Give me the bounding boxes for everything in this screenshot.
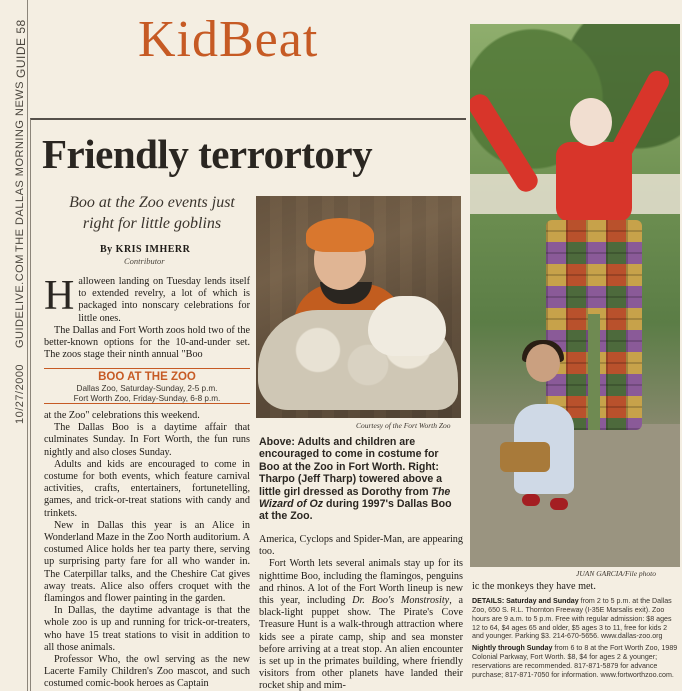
side-strip xyxy=(0,0,28,691)
site-name: GUIDELIVE.COM xyxy=(14,254,26,348)
headline: Friendly terrortory xyxy=(42,131,373,177)
photo-ruby-slipper xyxy=(550,498,568,510)
dek: Boo at the Zoo events just right for little goblins xyxy=(69,194,235,232)
issue-date: 10/27/2000 xyxy=(14,363,26,424)
event-infobox xyxy=(44,368,250,404)
paragraph: Adults and kids are encouraged to come in costume for both events, which feature carnival activities, crafts, entertainers, fortunetelling, games, and trick-or-treat stations with candy and trinkets. xyxy=(44,458,250,519)
paragraph: America, Cyclops and Spider-Man, are appearing too. xyxy=(259,534,463,558)
section-title: KidBeat xyxy=(138,11,319,68)
photo-credit: JUAN GARCIA/File photo xyxy=(576,569,656,578)
newspaper-name: THE DALLAS MORNING NEWS xyxy=(14,80,26,252)
details-dallas xyxy=(472,597,678,641)
photo-clown-head xyxy=(570,98,612,146)
details-text: from 2 to 5 p.m. at the Dallas Zoo, 650 S. R.L. Thornton Freeway (I-35E Marsalis exit). Zoo hours are 9 a.m. to 5 p.m. Free with regular admission: $8 ages 12 to 64, $4 ages 65 and older, $5 ages 3 to 11, free for kids 2 and younger. Parking $3. 214-670-5656. www.dallas-zoo.org xyxy=(472,597,672,641)
article-column-3 xyxy=(472,581,678,682)
paragraph-text: , a black-light puppet show. The Pirate's Cove Treasure Hunt is a walk-through attraction where kids see a pirate camp, ship and sea monster before arriving at a treat stop. An alien encounter is set up in the primates building, where friendly visitors from other planets have landed their rocket ship and mim- xyxy=(259,595,463,691)
page-number: GUIDE 58 xyxy=(14,19,28,78)
caption-text: during 1997's Dallas Boo at the Zoo. xyxy=(259,498,452,523)
paragraph: ic the monkeys they have met. xyxy=(472,581,596,592)
photo-girl-head xyxy=(526,344,560,382)
dropcap: H xyxy=(44,273,75,319)
article-column-1 xyxy=(44,410,250,691)
show-title: Dr. Boo's Monstrosity xyxy=(352,595,450,607)
details-label: Nightly through Sunday xyxy=(472,644,553,653)
caption-italic: The Wizard of Oz xyxy=(259,485,451,511)
photo-credit: Courtesy of the Fort Worth Zoo xyxy=(356,421,451,430)
photo-boy-with-sheep xyxy=(256,196,461,418)
infobox-line: Dallas Zoo, Saturday-Sunday, 2-5 p.m. xyxy=(76,384,218,393)
details-fort-worth xyxy=(472,644,678,679)
paragraph: Professor Who, the owl serving as the new Lacerte Family Children's Zoo mascot, and such costumed comic-book heroes as Captain xyxy=(44,654,250,690)
details-label: DETAILS: Saturday and Sunday xyxy=(472,597,579,606)
article-column-2 xyxy=(259,534,463,691)
paragraph: The Dallas and Fort Worth zoos hold two of the better-known options for the 10-and-under set. The zoos stage their ninth annual "Boo xyxy=(44,324,250,361)
paragraph: at the Zoo" celebrations this weekend. xyxy=(44,410,200,421)
paragraph: New in Dallas this year is an Alice in Wonderland Maze in the Zoo North auditorium. A costumed Alice holds her tea party there, serving up surprising party fare for all who wander in. The Caterpillar talks, and the Cheshire Cat gives away treats. Alice also offers croquet with the flamingos and flower painting in the garden. xyxy=(44,519,250,605)
infobox-title: BOO AT THE ZOO xyxy=(98,371,196,383)
photo-basket xyxy=(500,442,550,472)
infobox-line: Fort Worth Zoo, Friday-Sunday, 6-8 p.m. xyxy=(73,394,221,403)
caption-text: Above: Adults and children are encouraged to come in costume for Boo at the Zoo in Fort Worth. Right: Tharpo (Jeff Tharp) towered above a little girl dressed as Dorothy from xyxy=(259,436,443,498)
byline-role: Contributor xyxy=(124,256,165,266)
paragraph: In Dallas, the daytime advantage is that the whole zoo is up and running for trick-or-treaters, who have 15 treat stations to visit in addition to all those animals. xyxy=(44,605,250,653)
paragraph-text: alloween landing on Tuesday lends itself to extended revelry, a lot of which is packaged into nonscary celebrations for little ones. xyxy=(78,276,250,324)
event-details xyxy=(472,597,678,679)
paragraph xyxy=(259,558,463,691)
paragraph: The Dallas Boo is a daytime affair that culminates Sunday. In Fort Worth, the fun runs nightly and also closes Sunday. xyxy=(44,422,250,458)
details-text: from 6 to 8 at the Fort Worth Zoo, 1989 Colonial Parkway, Fort Worth. $8, $4 for ages 2 & younger; reservations are recommended. 817-871-5879 for advance purchase; 817-871-7050 for information. www.fortworthzoo.com. xyxy=(472,644,678,679)
photo-caption xyxy=(259,436,459,523)
paragraph xyxy=(44,273,250,325)
article-intro xyxy=(44,273,250,361)
paragraph-text: Fort Worth lets several animals stay up for its nighttime Boo, including the flamingos, penguins and rhinos. A lot of the Fort Worth lineup is new this year, including xyxy=(259,558,463,607)
photo-pants-gap xyxy=(588,314,600,430)
photo-boy-hat xyxy=(306,218,374,252)
byline: By KRIS IMHERR xyxy=(100,244,191,255)
photo-clown-torso xyxy=(556,142,632,222)
photo-stilt-clown xyxy=(470,24,680,567)
photo-ruby-slipper xyxy=(522,494,540,506)
photo-sheep-head xyxy=(368,296,446,356)
